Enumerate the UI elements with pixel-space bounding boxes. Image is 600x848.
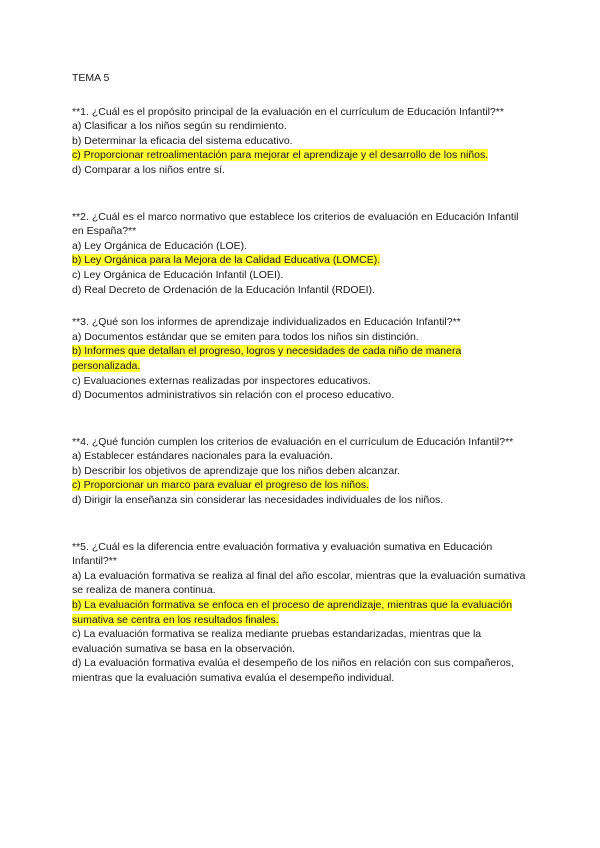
answer-option-a: a) La evaluación formativa se realiza al final del año escolar, mientras que la evaluación sumativa se realiza de manera continua. — [72, 569, 526, 597]
answer-option-b: b) Determinar la eficacia del sistema educativo. — [72, 134, 293, 147]
answer-option-d: d) La evaluación formativa evalúa el desempeño de los niños en relación con sus compañeros, mientras que la evaluación sumativa evalúa el desempeño individual. — [72, 657, 514, 684]
answer-option-c: c) Evaluaciones externas realizadas por inspectores educativos. — [72, 374, 371, 387]
answer-option-b-correct — [72, 598, 530, 627]
question-text: **5. ¿Cuál es la diferencia entre evaluación formativa y evaluación sumativa en Educación Infantil?** — [72, 540, 493, 568]
highlighted-answer: b) Informes que detallan el progreso, logros y necesidades de cada niño de manera personalizada. — [72, 345, 462, 372]
question-text: **1. ¿Cuál es el propósito principal de la evaluación en el currículum de Educación Infantil?** — [72, 105, 504, 118]
highlighted-answer: b) La evaluación formativa se enfoca en el proceso de aprendizaje, mientras que la evaluación sumativa se centra en los resultados finales. — [72, 599, 513, 626]
question-1 — [72, 105, 530, 178]
answer-option-a: a) Documentos estándar que se emiten para todos los niños sin distinción. — [72, 330, 419, 343]
question-3 — [72, 315, 530, 403]
question-text: **2. ¿Cuál es el marco normativo que establece los criterios de evaluación en Educación Infantil en España?** — [72, 210, 519, 238]
answer-option-b: b) Describir los objetivos de aprendizaje que los niños deben alcanzar. — [72, 464, 401, 477]
question-text: **3. ¿Qué son los informes de aprendizaje individualizados en Educación Infantil?** — [72, 316, 461, 329]
answer-option-d: d) Documentos administrativos sin relación con el proceso educativo. — [72, 389, 395, 402]
answer-option-c: c) La evaluación formativa se realiza mediante pruebas estandarizadas, mientras que la evaluación sumativa se basa en la observación. — [72, 628, 482, 655]
answer-option-b-correct — [72, 344, 530, 373]
answer-option-b-correct — [72, 253, 530, 268]
answer-option-d: d) Dirigir la enseñanza sin considerar las necesidades individuales de los niños. — [72, 494, 444, 507]
answer-option-c: c) Ley Orgánica de Educación Infantil (LOEI). — [72, 268, 284, 281]
answer-option-a: a) Clasificar a los niños según su rendimiento. — [72, 120, 287, 133]
question-2 — [72, 210, 530, 298]
answer-option-a: a) Establecer estándares nacionales para la evaluación. — [72, 450, 333, 463]
question-4 — [72, 435, 530, 508]
highlighted-answer: c) Proporcionar retroalimentación para mejorar el aprendizaje y el desarrollo de los niños. — [72, 149, 489, 162]
answer-option-d: d) Real Decreto de Ordenación de la Educación Infantil (RDOEI). — [72, 283, 375, 296]
document-title: TEMA 5 — [72, 72, 110, 84]
highlighted-answer: b) Ley Orgánica para la Mejora de la Calidad Educativa (LOMCE). — [72, 254, 381, 267]
answer-option-d: d) Comparar a los niños entre sí. — [72, 163, 225, 176]
answer-option-a: a) Ley Orgánica de Educación (LOE). — [72, 239, 248, 252]
highlighted-answer: c) Proporcionar un marco para evaluar el progreso de los niños. — [72, 479, 370, 492]
question-text: **4. ¿Qué función cumplen los criterios de evaluación en el currículum de Educación Infantil?** — [72, 435, 514, 448]
question-5 — [72, 540, 530, 686]
answer-option-c-correct — [72, 478, 530, 493]
answer-option-c-correct — [72, 148, 530, 163]
